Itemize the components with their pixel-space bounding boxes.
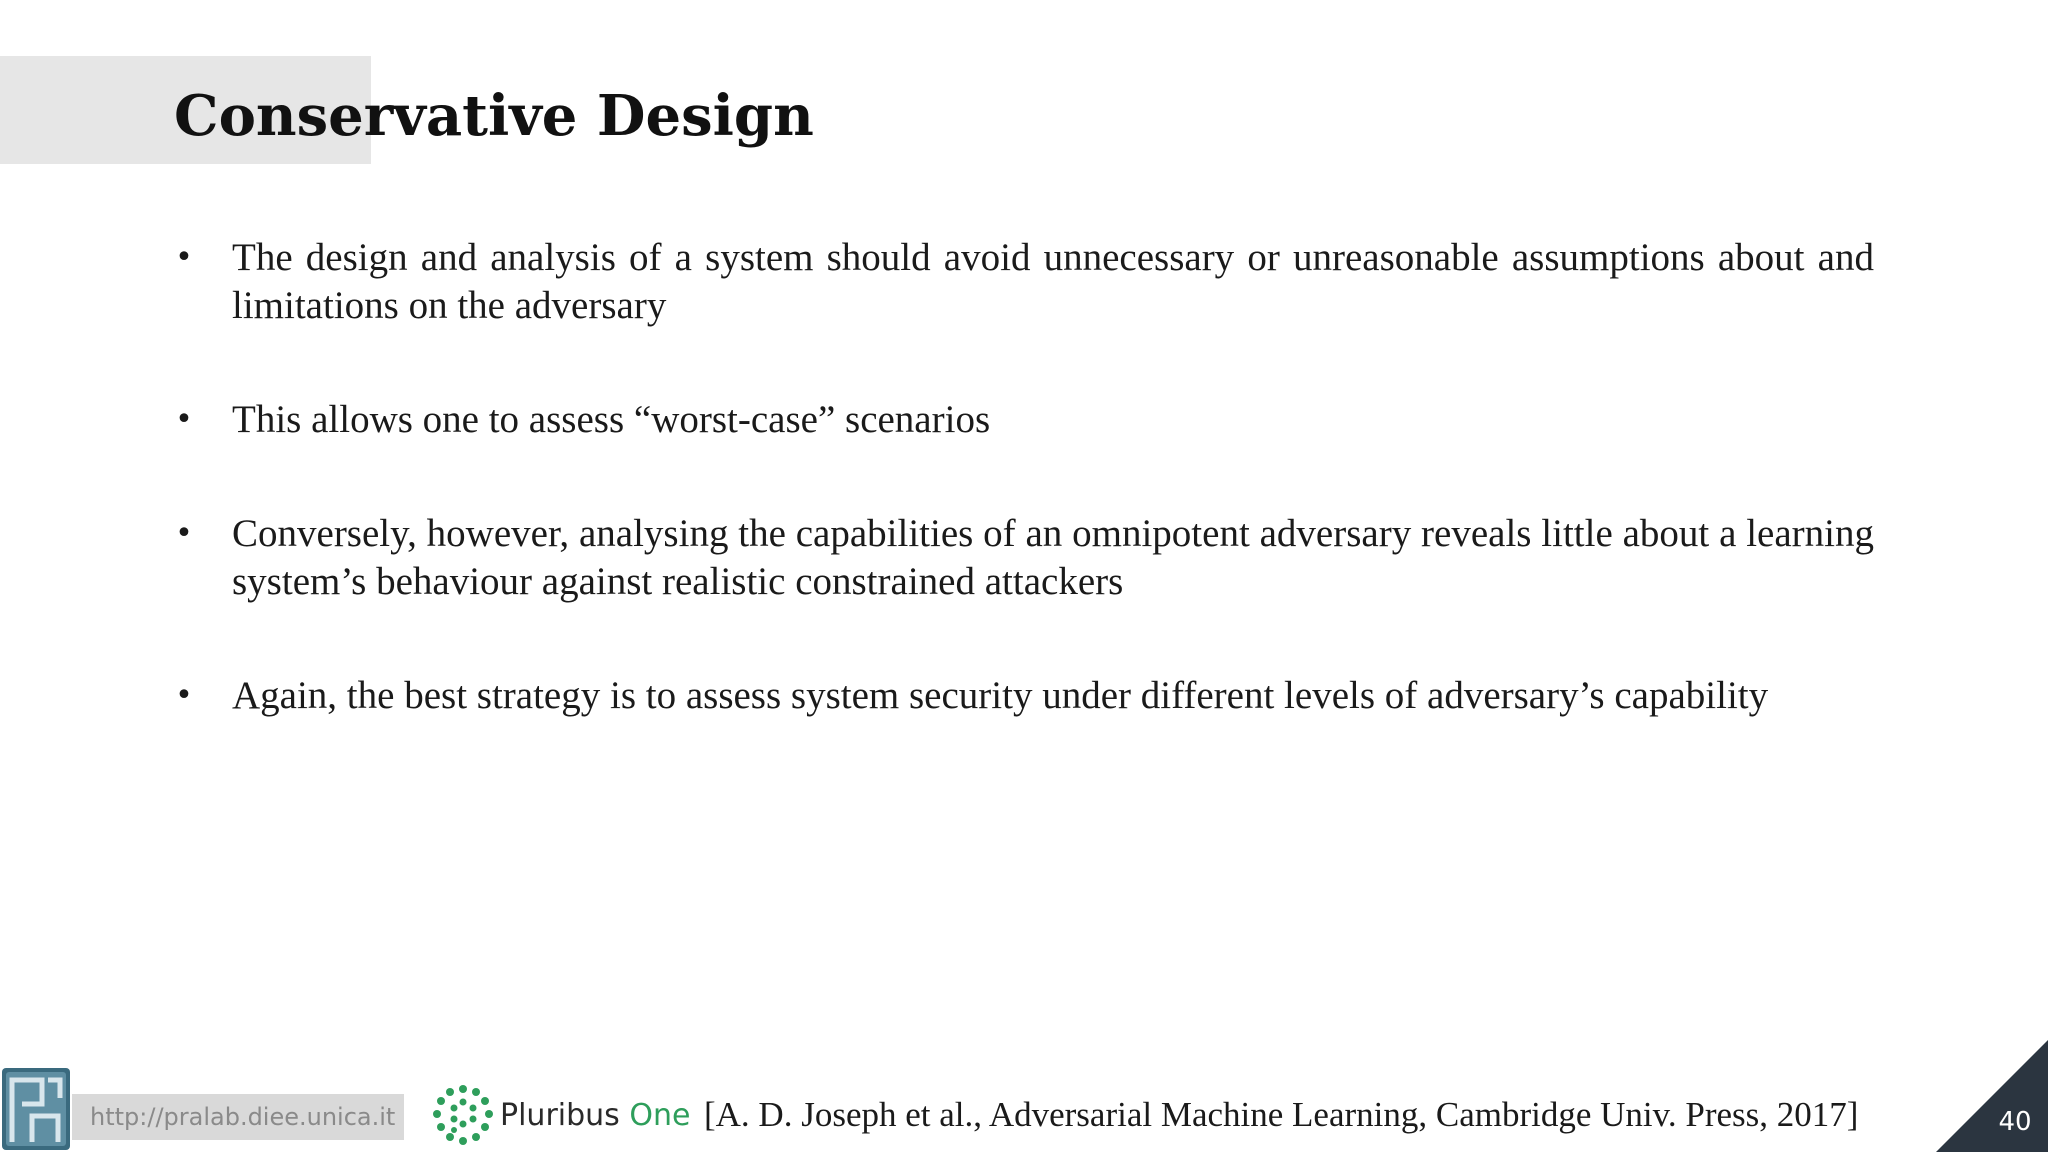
bullet-text: Conversely, however, analysing the capabilities of an omnipotent adversary reveals little about a learning system’s behaviour against realistic constrained attackers — [232, 512, 1874, 603]
bullet-item — [174, 510, 1874, 606]
bullet-marker: • — [175, 402, 193, 437]
page-number: 40 — [1998, 1107, 2032, 1137]
pluribus-one-wordmark — [500, 1094, 690, 1138]
slide-title: Conservative Design — [174, 83, 814, 149]
bullet-text: The design and analysis of a system should avoid unnecessary or unreasonable assumptions about and limitations on the adversary — [232, 236, 1874, 327]
bullet-item — [174, 396, 1874, 444]
bullet-marker: • — [175, 240, 193, 275]
pralab-logo-icon — [2, 1068, 70, 1150]
bullet-marker: • — [175, 678, 193, 713]
bullet-marker: • — [175, 516, 193, 551]
bullet-text: Again, the best strategy is to assess system security under different levels of adversary’s capability — [232, 674, 1769, 717]
bullet-item — [174, 234, 1874, 330]
citation: [A. D. Joseph et al., Adversarial Machine Learning, Cambridge Univ. Press, 2017] — [704, 1095, 1859, 1134]
pluribus-word: Pluribus — [500, 1098, 620, 1133]
bullet-item — [174, 672, 1874, 720]
bullet-list — [174, 234, 1874, 720]
lab-url-link[interactable]: http://pralab.diee.unica.it — [90, 1103, 396, 1131]
one-word: One — [629, 1098, 691, 1133]
pluribus-one-logo-icon — [432, 1084, 494, 1146]
bullet-text: This allows one to assess “worst-case” scenarios — [232, 398, 991, 441]
